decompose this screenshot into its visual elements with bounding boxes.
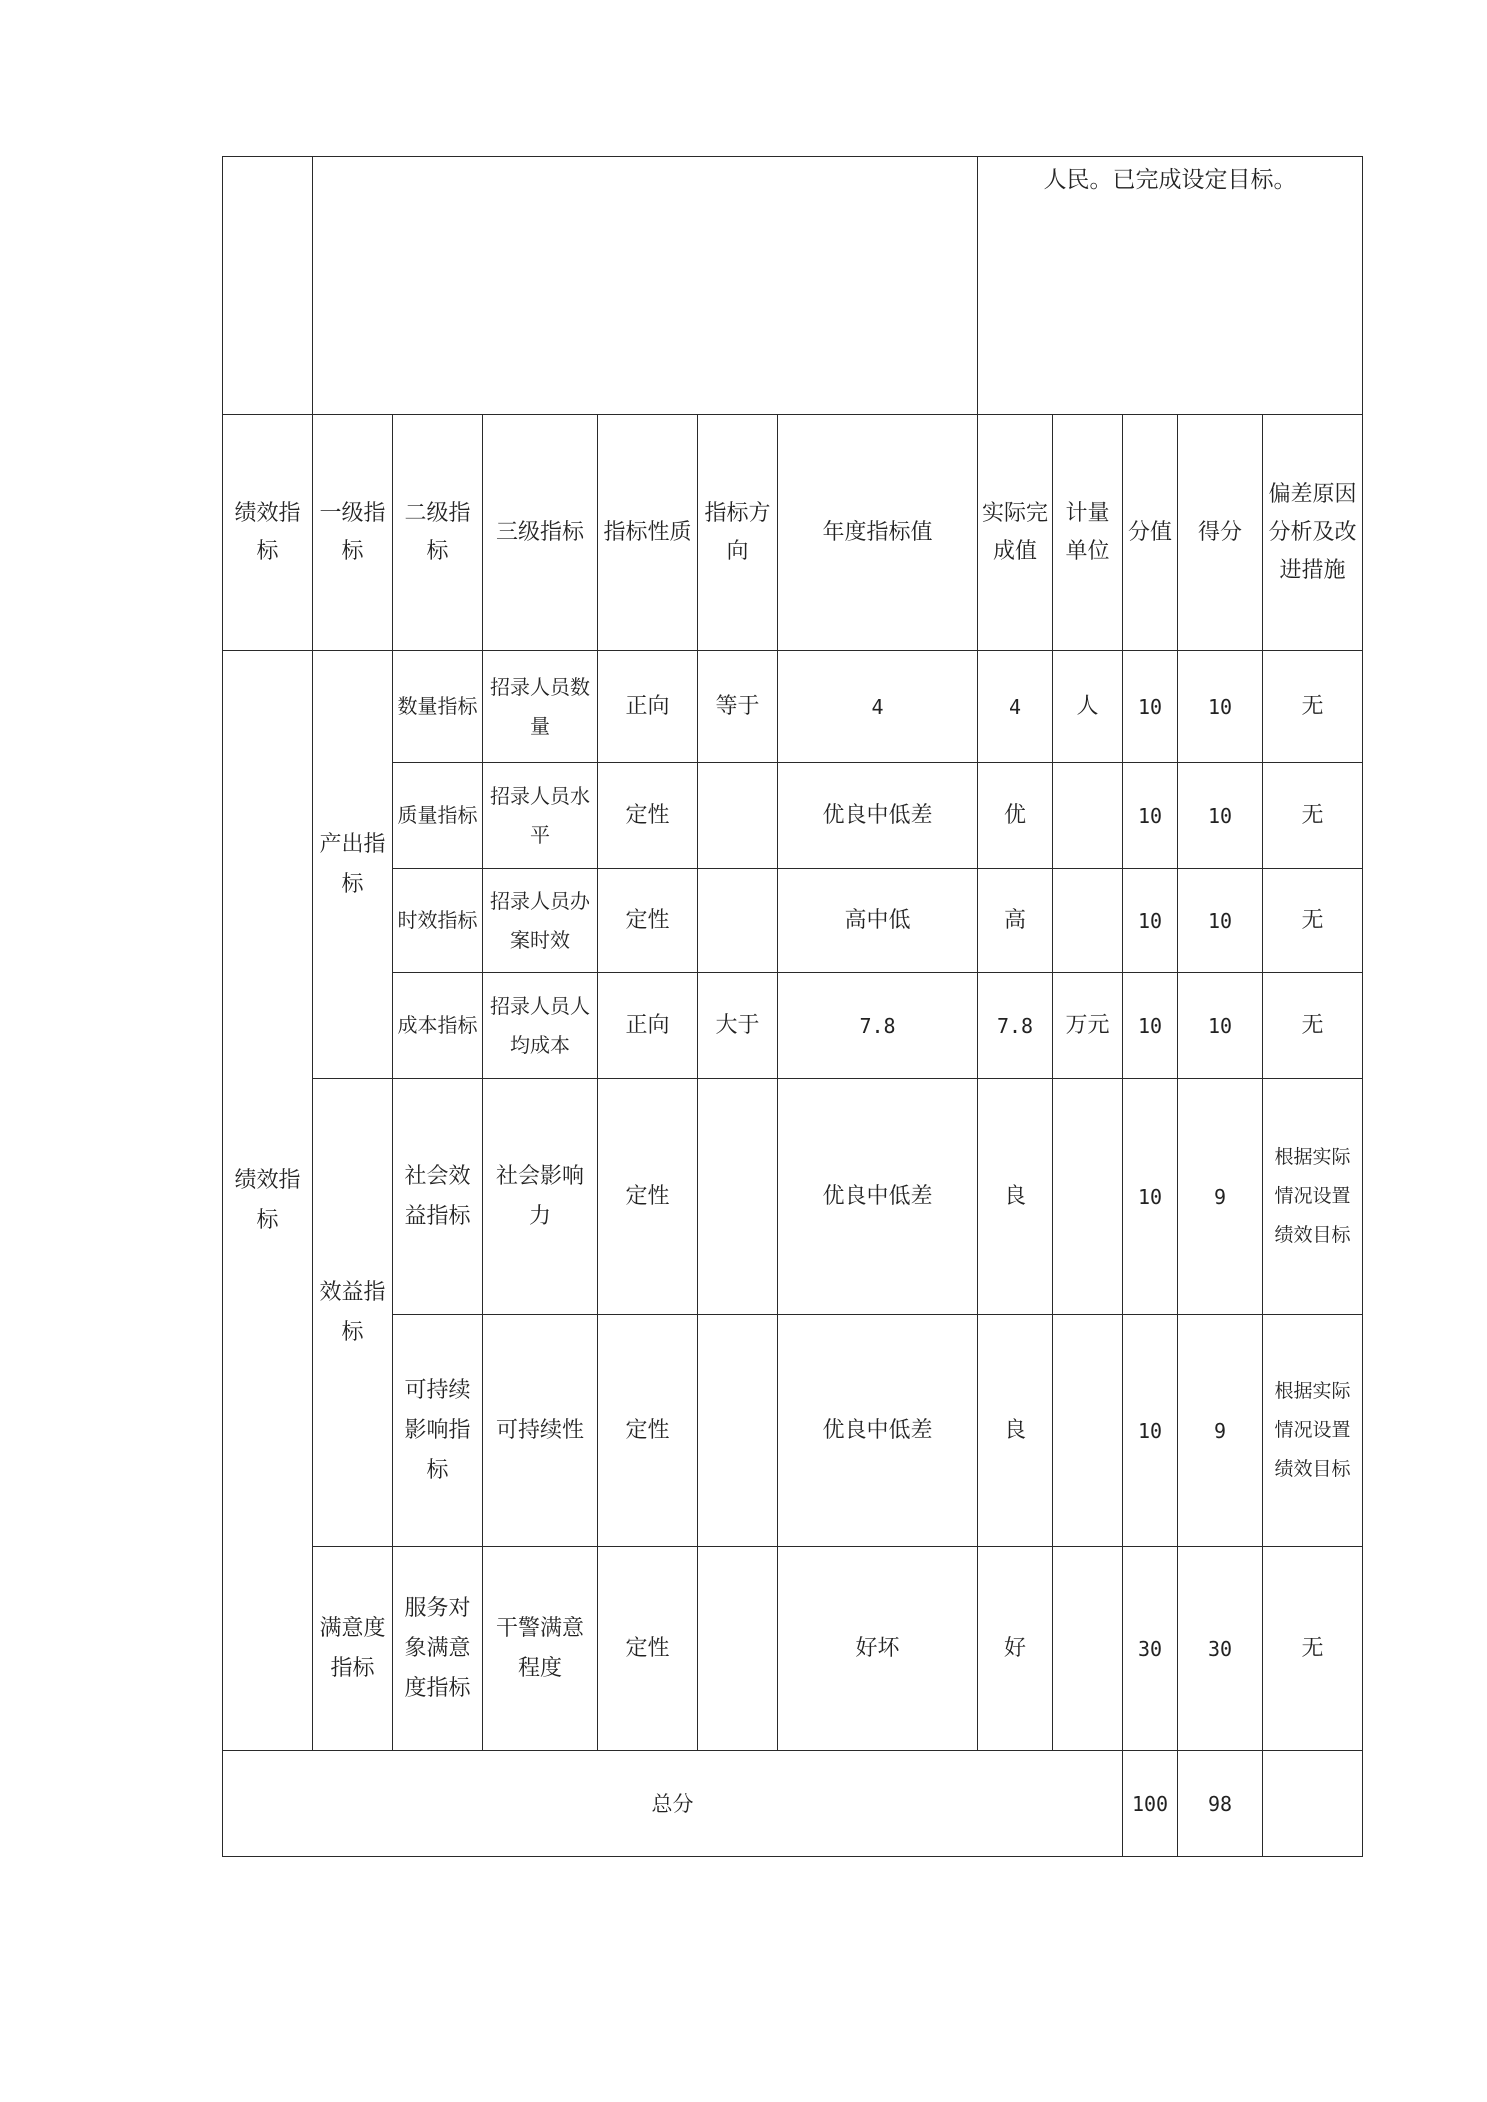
value-cell: 10 — [1123, 651, 1178, 763]
table-row — [223, 973, 1363, 1079]
level2-cell: 质量指标 — [393, 763, 483, 869]
table-row — [223, 651, 1363, 763]
direction-cell: 等于 — [698, 651, 778, 763]
deviation-cell: 无 — [1263, 973, 1363, 1079]
actual-cell: 高 — [978, 869, 1053, 973]
table-row — [223, 869, 1363, 973]
actual-cell: 良 — [978, 1315, 1053, 1547]
deviation-cell: 无 — [1263, 651, 1363, 763]
actual-cell: 良 — [978, 1079, 1053, 1315]
direction-cell — [698, 869, 778, 973]
table-row — [223, 763, 1363, 869]
unit-cell — [1053, 1315, 1123, 1547]
direction-cell: 大于 — [698, 973, 778, 1079]
level2-cell: 时效指标 — [393, 869, 483, 973]
deviation-cell: 无 — [1263, 763, 1363, 869]
total-deviation — [1263, 1751, 1363, 1857]
deviation-cell: 无 — [1263, 869, 1363, 973]
direction-cell — [698, 1315, 778, 1547]
level3-cell: 招录人员水平 — [483, 763, 598, 869]
actual-cell: 好 — [978, 1547, 1053, 1751]
value-cell: 10 — [1123, 1079, 1178, 1315]
score-cell: 10 — [1178, 973, 1263, 1079]
total-score: 98 — [1178, 1751, 1263, 1857]
unit-cell: 人 — [1053, 651, 1123, 763]
level2-cell: 可持续影响指标 — [393, 1315, 483, 1547]
total-value: 100 — [1123, 1751, 1178, 1857]
nature-cell: 定性 — [598, 1547, 698, 1751]
direction-cell — [698, 1547, 778, 1751]
target-cell: 7.8 — [778, 973, 978, 1079]
table-row — [223, 1315, 1363, 1547]
header-level2: 二级指标 — [393, 415, 483, 651]
actual-cell: 4 — [978, 651, 1053, 763]
deviation-cell: 根据实际情况设置绩效目标 — [1263, 1079, 1363, 1315]
target-cell: 优良中低差 — [778, 763, 978, 869]
value-cell: 30 — [1123, 1547, 1178, 1751]
header-level3: 三级指标 — [483, 415, 598, 651]
target-cell: 优良中低差 — [778, 1315, 978, 1547]
total-row — [223, 1751, 1363, 1857]
header-perf: 绩效指标 — [223, 415, 313, 651]
header-actual: 实际完成值 — [978, 415, 1053, 651]
actual-cell: 7.8 — [978, 973, 1053, 1079]
top-blank-cell-2 — [313, 157, 978, 415]
top-blank-cell-1 — [223, 157, 313, 415]
level3-cell: 可持续性 — [483, 1315, 598, 1547]
score-cell: 10 — [1178, 869, 1263, 973]
total-label: 总分 — [223, 1751, 1123, 1857]
perf-group-cell: 绩效指标 — [223, 651, 313, 1751]
table-row — [223, 1547, 1363, 1751]
header-unit: 计量单位 — [1053, 415, 1123, 651]
target-cell: 高中低 — [778, 869, 978, 973]
deviation-cell: 无 — [1263, 1547, 1363, 1751]
header-nature: 指标性质 — [598, 415, 698, 651]
level2-cell: 社会效益指标 — [393, 1079, 483, 1315]
level2-cell: 服务对象满意度指标 — [393, 1547, 483, 1751]
top-note: 人民。已完成设定目标。 — [978, 157, 1363, 415]
group-satisfaction: 满意度指标 — [313, 1547, 393, 1751]
value-cell: 10 — [1123, 973, 1178, 1079]
target-cell: 4 — [778, 651, 978, 763]
header-score-value: 分值 — [1123, 415, 1178, 651]
nature-cell: 定性 — [598, 1315, 698, 1547]
level3-cell: 招录人员人均成本 — [483, 973, 598, 1079]
level2-cell: 数量指标 — [393, 651, 483, 763]
performance-table — [222, 156, 1363, 1857]
level2-cell: 成本指标 — [393, 973, 483, 1079]
score-cell: 9 — [1178, 1315, 1263, 1547]
header-row — [223, 415, 1363, 651]
level3-cell: 社会影响力 — [483, 1079, 598, 1315]
score-cell: 9 — [1178, 1079, 1263, 1315]
unit-cell — [1053, 1079, 1123, 1315]
value-cell: 10 — [1123, 1315, 1178, 1547]
level3-cell: 招录人员办案时效 — [483, 869, 598, 973]
value-cell: 10 — [1123, 869, 1178, 973]
nature-cell: 定性 — [598, 763, 698, 869]
score-cell: 30 — [1178, 1547, 1263, 1751]
table-row — [223, 1079, 1363, 1315]
unit-cell — [1053, 763, 1123, 869]
unit-cell — [1053, 869, 1123, 973]
actual-cell: 优 — [978, 763, 1053, 869]
level3-cell: 招录人员数量 — [483, 651, 598, 763]
header-target: 年度指标值 — [778, 415, 978, 651]
target-cell: 优良中低差 — [778, 1079, 978, 1315]
score-cell: 10 — [1178, 763, 1263, 869]
nature-cell: 正向 — [598, 651, 698, 763]
deviation-cell: 根据实际情况设置绩效目标 — [1263, 1315, 1363, 1547]
score-cell: 10 — [1178, 651, 1263, 763]
top-row — [223, 157, 1363, 415]
group-benefit: 效益指标 — [313, 1079, 393, 1547]
header-deviation: 偏差原因分析及改进措施 — [1263, 415, 1363, 651]
direction-cell — [698, 763, 778, 869]
unit-cell — [1053, 1547, 1123, 1751]
nature-cell: 定性 — [598, 1079, 698, 1315]
level3-cell: 干警满意程度 — [483, 1547, 598, 1751]
nature-cell: 定性 — [598, 869, 698, 973]
unit-cell: 万元 — [1053, 973, 1123, 1079]
direction-cell — [698, 1079, 778, 1315]
header-direction: 指标方向 — [698, 415, 778, 651]
performance-table-page — [222, 156, 1362, 1857]
group-output: 产出指标 — [313, 651, 393, 1079]
target-cell: 好坏 — [778, 1547, 978, 1751]
header-level1: 一级指标 — [313, 415, 393, 651]
nature-cell: 正向 — [598, 973, 698, 1079]
value-cell: 10 — [1123, 763, 1178, 869]
header-score: 得分 — [1178, 415, 1263, 651]
